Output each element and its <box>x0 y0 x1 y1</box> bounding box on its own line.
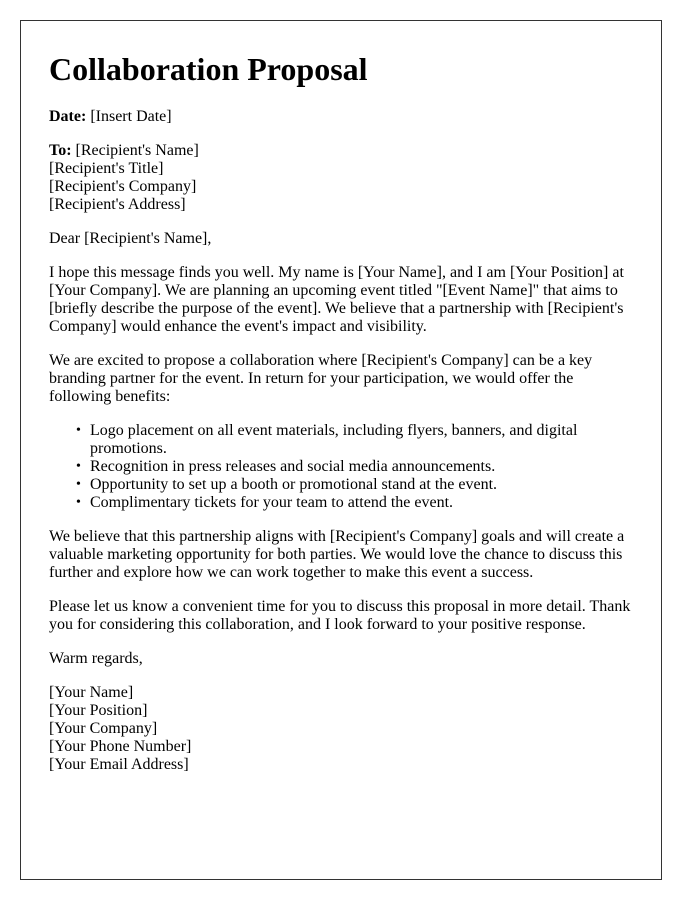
intro-paragraph: I hope this message finds you well. My name is [Your Name], and I am [Your Position] at [Your Company]. We are planning an upcoming event titled "[Event Name]" that aims to [briefly describe the purpose of the event]. We believe that a partnership with [Recipient's Company] would enhance the event's impact and visibility. <box>49 264 624 335</box>
recipient-title: [Recipient's Title] <box>49 160 164 177</box>
letter-content <box>49 21 639 774</box>
benefit-item <box>76 422 639 458</box>
request-paragraph: Please let us know a convenient time for you to discuss this proposal in more detail. Thank you for considering this collaboration, and I look forward to your positive response. <box>49 598 631 633</box>
signature-email: [Your Email Address] <box>49 756 189 773</box>
recipient-address: [Recipient's Address] <box>49 196 186 213</box>
benefit-text: Logo placement on all event materials, including flyers, banners, and digital promotions. <box>90 422 578 457</box>
bullet-icon: • <box>76 495 81 510</box>
benefit-item <box>76 476 639 494</box>
benefit-text: Complimentary tickets for your team to attend the event. <box>90 494 454 511</box>
signature-phone: [Your Phone Number] <box>49 738 192 755</box>
page-title: Collaboration Proposal <box>49 51 368 87</box>
proposal-paragraph: We are excited to propose a collaboration where [Recipient's Company] can be a key branding partner for the event. In return for your participation, we would offer the following benefits: <box>49 352 593 405</box>
benefit-item <box>76 458 639 476</box>
closing: Warm regards, <box>49 650 143 667</box>
benefits-list <box>49 422 639 512</box>
benefit-item <box>76 494 639 512</box>
date-line <box>49 108 639 126</box>
signature-name: [Your Name] <box>49 684 134 701</box>
bullet-icon: • <box>76 477 81 492</box>
benefit-text: Recognition in press releases and social media announcements. <box>90 458 496 475</box>
benefit-text: Opportunity to set up a booth or promotional stand at the event. <box>90 476 498 493</box>
recipient-company: [Recipient's Company] <box>49 178 197 195</box>
to-label: To: <box>49 142 72 159</box>
letter-page <box>20 20 662 880</box>
alignment-paragraph: We believe that this partnership aligns with [Recipient's Company] goals and will create a valuable marketing opportunity for both parties. We would love the chance to discuss this further and explore how we can work together to make this event a success. <box>49 528 625 581</box>
signature-company: [Your Company] <box>49 720 158 737</box>
salutation: Dear [Recipient's Name], <box>49 230 212 247</box>
date-label: Date: <box>49 108 87 125</box>
date-value: [Insert Date] <box>86 108 172 125</box>
signature-position: [Your Position] <box>49 702 148 719</box>
recipient-name: [Recipient's Name] <box>71 142 199 159</box>
recipient-name-line <box>49 142 639 160</box>
bullet-icon: • <box>76 459 81 474</box>
bullet-icon: • <box>76 423 81 438</box>
recipient-block <box>49 142 639 214</box>
signature-block <box>49 684 639 774</box>
